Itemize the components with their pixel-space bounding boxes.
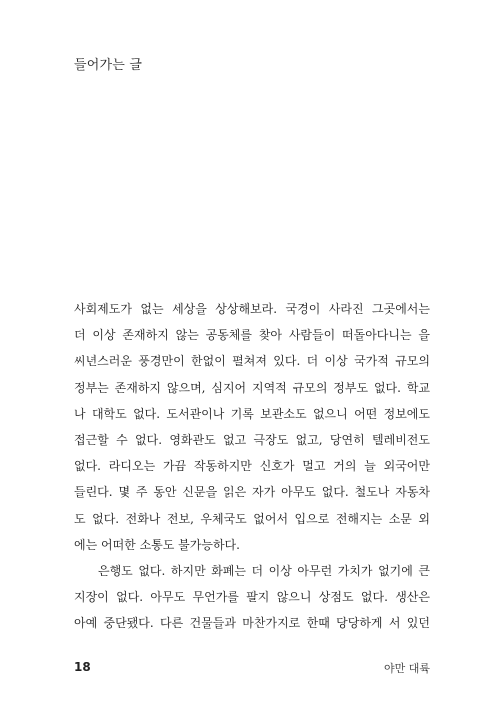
paragraph-2	[74, 558, 430, 637]
text-line: 접근할 수 없다. 영화관도 없고 극장도 없고, 당연히 텔레비전도	[74, 433, 430, 448]
text-line: 도 없다. 전화나 전보, 우체국도 없어서 입으로 전해지는 소문 외	[74, 511, 430, 526]
text-line: 더 이상 존재하지 않는 공동체를 찾아 사람들이 떠돌아다니는 을	[74, 328, 430, 343]
text-line: 은행도 없다. 하지만 화폐는 더 이상 아무런 가치가 없기에 큰	[98, 564, 430, 579]
running-title: 야만 대륙	[383, 662, 430, 675]
text-line: 사회제도가 없는 세상을 상상해보라. 국경이 사라진 그곳에서는	[74, 302, 430, 316]
text-line: 나 대학도 없다. 도서관이나 기록 보관소도 없으니 어떤 정보에도	[74, 406, 430, 421]
paragraph-1	[74, 296, 430, 558]
text-line: 들린다. 몇 주 동안 신문을 읽은 자가 아무도 없다. 철도나 자동차	[74, 485, 430, 500]
text-line: 씨년스러운 풍경만이 한없이 펼쳐져 있다. 더 이상 국가적 규모의	[74, 354, 430, 369]
chapter-title: 들어가는 글	[74, 58, 143, 73]
page-footer	[74, 660, 430, 678]
body-text	[74, 296, 430, 637]
text-line: 아예 중단됐다. 다른 건물들과 마찬가지로 한때 당당하게 서 있던	[74, 616, 430, 631]
text-line: 없다. 라디오는 가끔 작동하지만 신호가 멀고 거의 늘 외국어만	[74, 459, 430, 474]
text-line: 지장이 없다. 아무도 무언가를 팔지 않으니 상점도 없다. 생산은	[74, 590, 430, 605]
text-line: 에는 어떠한 소통도 불가능하다.	[74, 537, 240, 552]
text-line: 정부는 존재하지 않으며, 심지어 지역적 규모의 정부도 없다. 학교	[74, 380, 430, 395]
page-number: 18	[74, 660, 91, 674]
